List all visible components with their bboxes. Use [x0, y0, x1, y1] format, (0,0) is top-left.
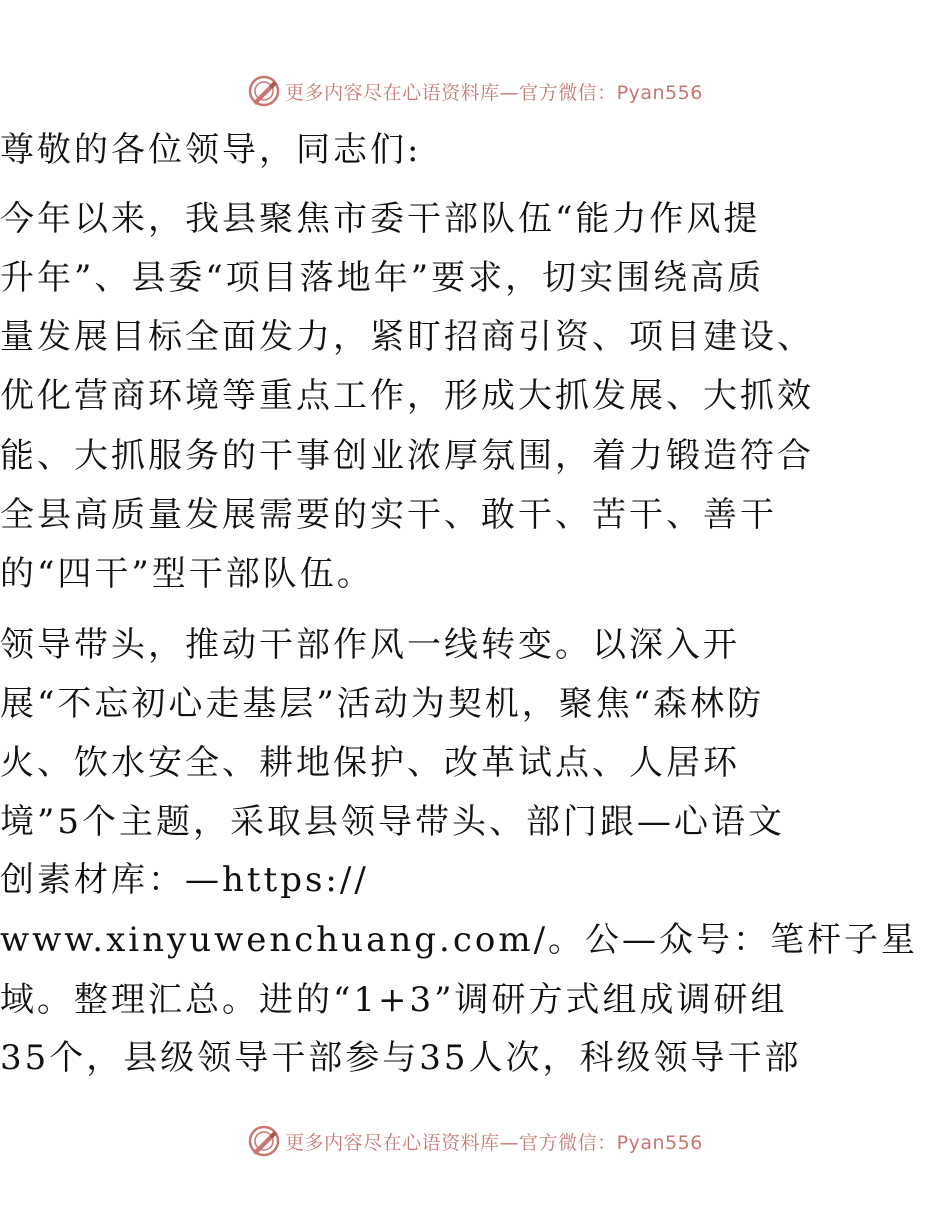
text-line: 火、饮水安全、耕地保护、改革试点、人居环: [0, 743, 740, 783]
watermark-text: 更多内容尽在心语资料库—官方微信：Pyan556: [285, 81, 703, 104]
text-line: 今年以来，我县聚焦市委干部队伍“能力作风提: [0, 199, 761, 239]
header-watermark: [0, 71, 950, 111]
text-line: 量发展目标全面发力，紧盯招商引资、项目建设、: [0, 317, 814, 357]
text-line: 域。整理汇总。进的“1+3”调研方式组成调研组: [0, 980, 788, 1020]
text-line: 升年”、县委“项目落地年”要求，切实围绕高质: [0, 258, 765, 298]
text-line: 展“不忘初心走基层”活动为契机，聚焦“森林防: [0, 684, 765, 724]
text-line: www.xinyuwenchuang.com/。公—众号：笔杆子星: [0, 920, 919, 960]
pen-logo-icon: [247, 1124, 281, 1158]
watermark-text: 更多内容尽在心语资料库—官方微信：Pyan556: [285, 1131, 703, 1154]
text-line: 尊敬的各位领导，同志们:: [0, 130, 422, 170]
text-line: 35个，县级领导干部参与35人次，科级领导干部: [0, 1038, 802, 1078]
text-line: 境”5个主题，采取县领导带头、部门跟—心语文: [0, 802, 786, 842]
text-line: 优化营商环境等重点工作，形成大抓发展、大抓效: [0, 376, 814, 416]
pen-logo-icon: [247, 74, 281, 108]
text-line: 全县高质量发展需要的实干、敢干、苦干、善干: [0, 495, 777, 535]
text-line: 能、大抓服务的干事创业浓厚氛围，着力锻造符合: [0, 436, 814, 476]
footer-watermark: [0, 1121, 950, 1161]
text-line: 的“四干”型干部队伍。: [0, 554, 374, 594]
text-line: 领导带头，推动干部作风一线转变。以深入开: [0, 625, 740, 665]
text-line: 创素材库：—https://: [0, 860, 369, 900]
